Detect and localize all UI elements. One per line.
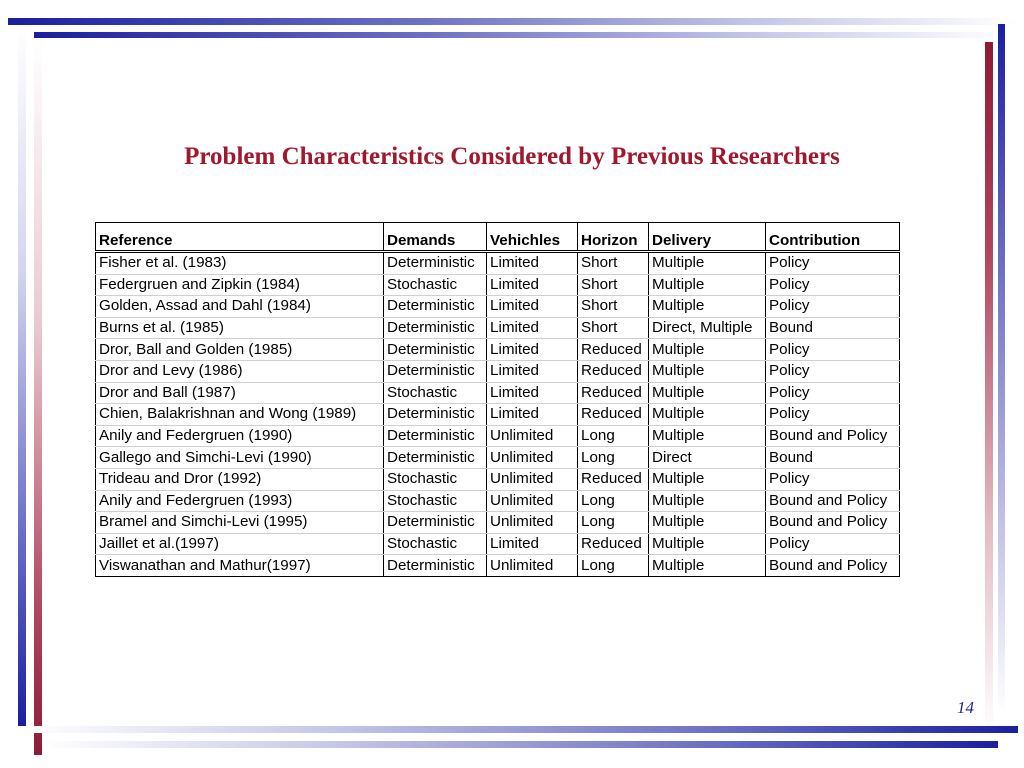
cell-horizon: Reduced bbox=[578, 382, 649, 404]
cell-demands: Deterministic bbox=[384, 296, 487, 318]
cell-reference: Dror and Levy (1986) bbox=[96, 360, 384, 382]
cell-demands: Stochastic bbox=[384, 382, 487, 404]
cell-reference: Jaillet et al.(1997) bbox=[96, 533, 384, 555]
cell-demands: Deterministic bbox=[384, 555, 487, 577]
cell-reference: Fisher et al. (1983) bbox=[96, 252, 384, 275]
cell-contribution: Policy bbox=[766, 404, 900, 426]
cell-contribution: Policy bbox=[766, 360, 900, 382]
cell-reference: Bramel and Simchi-Levi (1995) bbox=[96, 512, 384, 534]
cell-reference: Trideau and Dror (1992) bbox=[96, 468, 384, 490]
table-row bbox=[96, 360, 900, 382]
table-body bbox=[96, 252, 900, 577]
cell-vehicles: Unlimited bbox=[487, 447, 578, 469]
cell-vehicles: Unlimited bbox=[487, 512, 578, 534]
cell-contribution: Policy bbox=[766, 382, 900, 404]
table-header-row bbox=[96, 223, 900, 252]
cell-horizon: Long bbox=[578, 425, 649, 447]
cell-vehicles: Unlimited bbox=[487, 490, 578, 512]
table-row bbox=[96, 425, 900, 447]
cell-delivery: Multiple bbox=[649, 468, 766, 490]
cell-demands: Stochastic bbox=[384, 490, 487, 512]
cell-reference: Viswanathan and Mathur(1997) bbox=[96, 555, 384, 577]
cell-reference: Federgruen and Zipkin (1984) bbox=[96, 274, 384, 296]
table-row bbox=[96, 274, 900, 296]
cell-vehicles: Unlimited bbox=[487, 425, 578, 447]
cell-demands: Deterministic bbox=[384, 404, 487, 426]
cell-delivery: Direct bbox=[649, 447, 766, 469]
page-number: 14 bbox=[957, 698, 974, 717]
table-row bbox=[96, 468, 900, 490]
cell-demands: Deterministic bbox=[384, 317, 487, 339]
cell-delivery: Direct, Multiple bbox=[649, 317, 766, 339]
cell-delivery: Multiple bbox=[649, 252, 766, 275]
cell-contribution: Policy bbox=[766, 296, 900, 318]
left-decorative-bar-blue bbox=[18, 26, 26, 726]
top-decorative-bar-blue-inner bbox=[34, 32, 1004, 38]
cell-vehicles: Limited bbox=[487, 252, 578, 275]
cell-demands: Stochastic bbox=[384, 274, 487, 296]
header-reference: Reference bbox=[96, 223, 384, 252]
cell-horizon: Short bbox=[578, 296, 649, 318]
header-demands: Demands bbox=[384, 223, 487, 252]
cell-delivery: Multiple bbox=[649, 533, 766, 555]
cell-contribution: Bound bbox=[766, 447, 900, 469]
cell-demands: Stochastic bbox=[384, 468, 487, 490]
cell-vehicles: Limited bbox=[487, 339, 578, 361]
cell-delivery: Multiple bbox=[649, 512, 766, 534]
cell-horizon: Long bbox=[578, 512, 649, 534]
cell-delivery: Multiple bbox=[649, 425, 766, 447]
cell-reference: Anily and Federgruen (1990) bbox=[96, 425, 384, 447]
cell-vehicles: Unlimited bbox=[487, 555, 578, 577]
table-row bbox=[96, 404, 900, 426]
cell-contribution: Bound and Policy bbox=[766, 555, 900, 577]
cell-reference: Dror, Ball and Golden (1985) bbox=[96, 339, 384, 361]
cell-horizon: Long bbox=[578, 447, 649, 469]
cell-contribution: Bound bbox=[766, 317, 900, 339]
cell-horizon: Reduced bbox=[578, 468, 649, 490]
cell-delivery: Multiple bbox=[649, 382, 766, 404]
cell-contribution: Bound and Policy bbox=[766, 490, 900, 512]
table-row bbox=[96, 382, 900, 404]
cell-horizon: Short bbox=[578, 317, 649, 339]
cell-delivery: Multiple bbox=[649, 555, 766, 577]
cell-reference: Gallego and Simchi-Levi (1990) bbox=[96, 447, 384, 469]
cell-reference: Chien, Balakrishnan and Wong (1989) bbox=[96, 404, 384, 426]
bottom-decorative-bar-blue bbox=[28, 726, 1018, 733]
cell-vehicles: Limited bbox=[487, 274, 578, 296]
research-table bbox=[95, 222, 900, 577]
cell-vehicles: Limited bbox=[487, 296, 578, 318]
cell-demands: Deterministic bbox=[384, 339, 487, 361]
table-row bbox=[96, 490, 900, 512]
cell-delivery: Multiple bbox=[649, 404, 766, 426]
table-row bbox=[96, 447, 900, 469]
table-row bbox=[96, 252, 900, 275]
cell-contribution: Policy bbox=[766, 468, 900, 490]
cell-vehicles: Unlimited bbox=[487, 468, 578, 490]
cell-reference: Anily and Federgruen (1993) bbox=[96, 490, 384, 512]
table-row bbox=[96, 317, 900, 339]
cell-delivery: Multiple bbox=[649, 296, 766, 318]
cell-contribution: Bound and Policy bbox=[766, 425, 900, 447]
cell-horizon: Reduced bbox=[578, 360, 649, 382]
cell-delivery: Multiple bbox=[649, 339, 766, 361]
cell-contribution: Policy bbox=[766, 274, 900, 296]
cell-horizon: Long bbox=[578, 490, 649, 512]
bottom-decorative-bar-blue-inner bbox=[42, 741, 998, 748]
cell-vehicles: Limited bbox=[487, 317, 578, 339]
cell-vehicles: Limited bbox=[487, 404, 578, 426]
cell-reference: Dror and Ball (1987) bbox=[96, 382, 384, 404]
cell-vehicles: Limited bbox=[487, 533, 578, 555]
cell-delivery: Multiple bbox=[649, 360, 766, 382]
cell-demands: Deterministic bbox=[384, 425, 487, 447]
header-contribution: Contribution bbox=[766, 223, 900, 252]
cell-horizon: Reduced bbox=[578, 404, 649, 426]
table-row bbox=[96, 555, 900, 577]
cell-vehicles: Limited bbox=[487, 360, 578, 382]
cell-demands: Deterministic bbox=[384, 512, 487, 534]
header-vehicles: Vehichles bbox=[487, 223, 578, 252]
cell-delivery: Multiple bbox=[649, 490, 766, 512]
cell-contribution: Policy bbox=[766, 533, 900, 555]
top-decorative-bar-blue bbox=[8, 18, 1018, 25]
table-row bbox=[96, 296, 900, 318]
cell-horizon: Short bbox=[578, 252, 649, 275]
cell-horizon: Short bbox=[578, 274, 649, 296]
table-row bbox=[96, 512, 900, 534]
cell-demands: Stochastic bbox=[384, 533, 487, 555]
header-horizon: Horizon bbox=[578, 223, 649, 252]
header-delivery: Delivery bbox=[649, 223, 766, 252]
cell-demands: Deterministic bbox=[384, 447, 487, 469]
cell-horizon: Reduced bbox=[578, 339, 649, 361]
cell-reference: Golden, Assad and Dahl (1984) bbox=[96, 296, 384, 318]
cell-horizon: Long bbox=[578, 555, 649, 577]
cell-demands: Deterministic bbox=[384, 252, 487, 275]
research-table-container bbox=[95, 222, 900, 577]
table-row bbox=[96, 533, 900, 555]
cell-delivery: Multiple bbox=[649, 274, 766, 296]
cell-horizon: Reduced bbox=[578, 533, 649, 555]
cell-contribution: Bound and Policy bbox=[766, 512, 900, 534]
cell-contribution: Policy bbox=[766, 252, 900, 275]
cell-contribution: Policy bbox=[766, 339, 900, 361]
table-row bbox=[96, 339, 900, 361]
slide-title: Problem Characteristics Considered by Previous Researchers bbox=[184, 143, 840, 170]
cell-vehicles: Limited bbox=[487, 382, 578, 404]
right-decorative-bar-blue bbox=[998, 24, 1005, 714]
cell-demands: Deterministic bbox=[384, 360, 487, 382]
cell-reference: Burns et al. (1985) bbox=[96, 317, 384, 339]
